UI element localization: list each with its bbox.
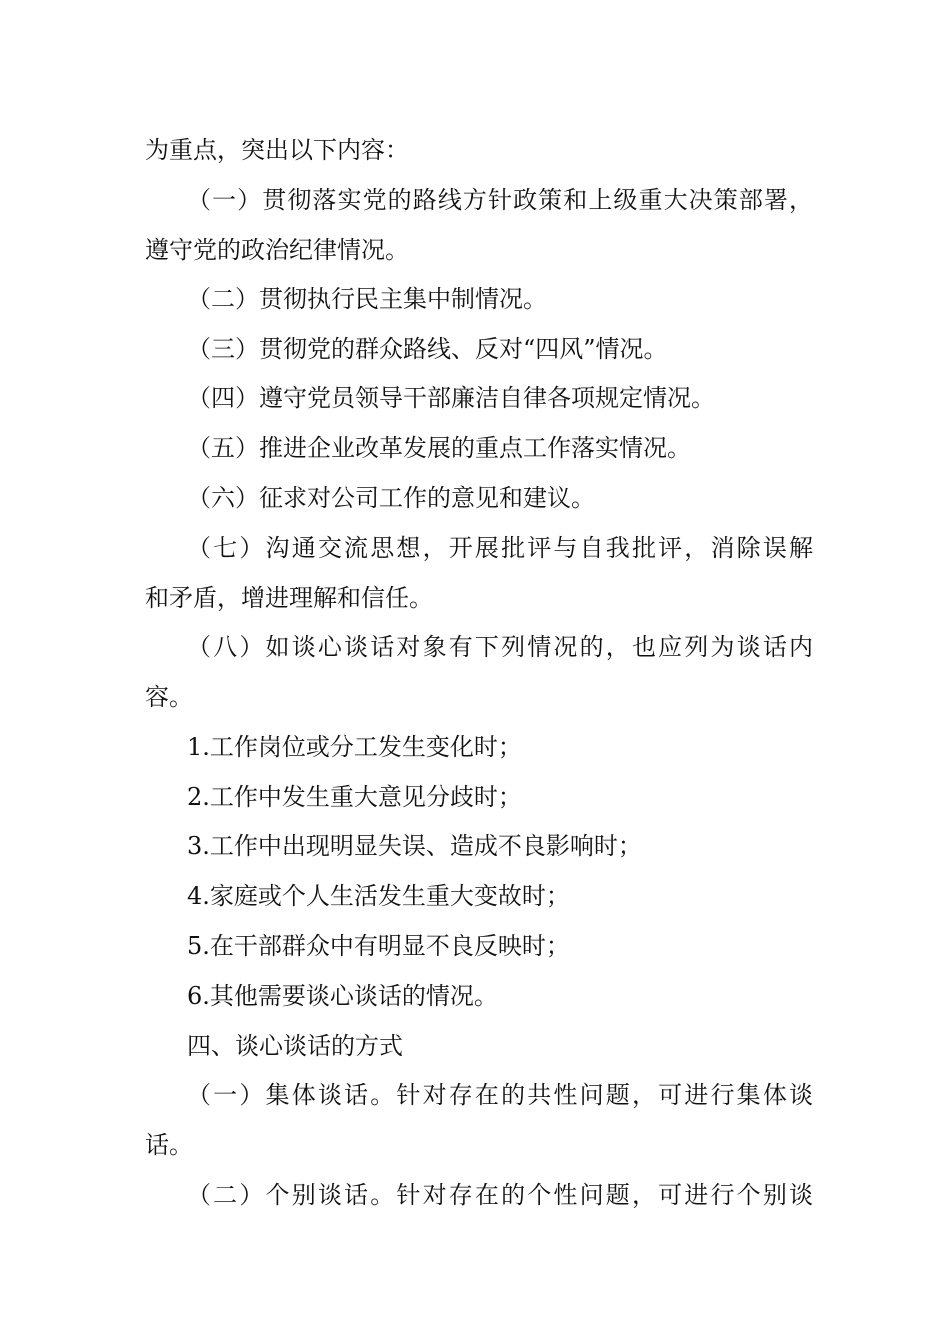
text-line: （二）贯彻执行民主集中制情况。: [187, 285, 547, 313]
text-line: 5.在干部群众中有明显不良反映时；: [187, 932, 570, 960]
text-line: （八）如谈心谈话对象有下列情况的，也应列为谈话内: [187, 633, 813, 661]
text-line: 容。: [145, 683, 193, 711]
text-line: （六）征求对公司工作的意见和建议。: [187, 484, 595, 512]
text-line: （三）贯彻党的群众路线、反对“四风”情况。: [187, 335, 668, 363]
text-line: （一）集体谈话。针对存在的共性问题，可进行集体谈: [187, 1081, 813, 1109]
text-line: 和矛盾，增进理解和信任。: [145, 584, 433, 612]
text-line: （一）贯彻落实党的路线方针政策和上级重大决策部署，: [187, 186, 813, 214]
section-heading: 四、谈心谈话的方式: [187, 1032, 403, 1060]
text-line: 2.工作中发生重大意见分歧时；: [187, 783, 522, 811]
text-line: （五）推进企业改革发展的重点工作落实情况。: [187, 434, 691, 462]
text-line: 6.其他需要谈心谈话的情况。: [187, 982, 498, 1010]
text-line: 遵守党的政治纪律情况。: [145, 236, 409, 264]
text-line: 3.工作中出现明显失误、造成不良影响时；: [187, 832, 642, 860]
text-line: 为重点，突出以下内容：: [145, 136, 409, 164]
text-line: 话。: [145, 1131, 193, 1159]
text-line: （七）沟通交流思想，开展批评与自我批评，消除误解: [187, 534, 813, 562]
text-line: （四）遵守党员领导干部廉洁自律各项规定情况。: [187, 384, 715, 412]
text-line: （二）个别谈话。针对存在的个性问题，可进行个别谈: [187, 1181, 813, 1209]
text-line: 1.工作岗位或分工发生变化时；: [187, 733, 522, 761]
text-line: 4.家庭或个人生活发生重大变故时；: [187, 882, 570, 910]
